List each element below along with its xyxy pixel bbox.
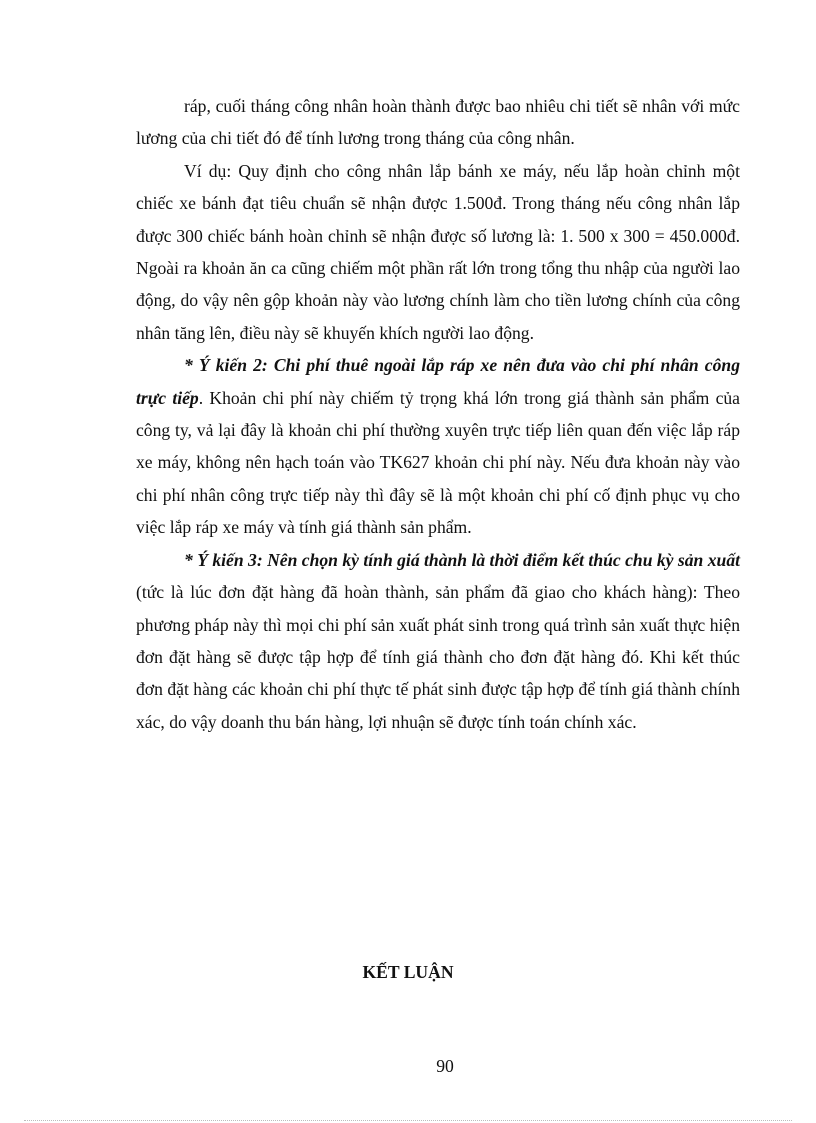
- paragraph-2-text: Ví dụ: Quy định cho công nhân lắp bánh xe máy, nếu lắp hoàn chỉnh một chiếc xe bánh đạt tiêu chuẩn sẽ nhận được 1.500đ. Trong tháng nếu công nhân lắp được 300 chiếc bánh hoàn chỉnh sẽ nhận được số lương là: 1. 500 x 300 = 450.000đ. Ngoài ra khoản ăn ca cũng chiếm một phần rất lớn trong tổng thu nhập của người lao động, do vậy nên gộp khoản này vào lương chính làm cho tiền lương chính của công nhân tăng lên, điều này sẽ khuyến khích người lao động.: [136, 160, 740, 343]
- paragraph-3: [136, 349, 740, 543]
- paragraph-1: [136, 90, 740, 155]
- paragraph-4-text: (tức là lúc đơn đặt hàng đã hoàn thành, sản phẩm đã giao cho khách hàng): Theo phương pháp này thì mọi chi phí sản xuất phát sinh trong quá trình sản xuất thực hiện đơn đặt hàng sẽ được tập hợp để tính giá thành cho đơn đặt hàng đó. Khi kết thúc đơn đặt hàng các khoản chi phí thực tế phát sinh được tập hợp để tính giá thành chính xác, do vậy doanh thu bán hàng, lợi nhuận sẽ được tính toán chính xác.: [136, 582, 740, 732]
- section-heading: KẾT LUẬN: [362, 962, 454, 982]
- body-text: [136, 90, 740, 738]
- page-number: 90: [436, 1056, 454, 1076]
- footer-divider: [24, 1120, 792, 1121]
- paragraph-4: [136, 544, 740, 738]
- paragraph-2: [136, 155, 740, 349]
- paragraph-1-text: ráp, cuối tháng công nhân hoàn thành được bao nhiêu chi tiết sẽ nhân với mức lương của chi tiết đó để tính lương trong tháng của công nhân.: [136, 96, 740, 149]
- opinion-2-heading: * Ý kiến 2: Chi phí thuê ngoài lắp ráp xe nên đưa vào chi phí nhân công trực tiếp: [136, 355, 740, 408]
- paragraph-3-text: . Khoản chi phí này chiếm tỷ trọng khá lớn trong giá thành sản phẩm của công ty, vả lại đây là khoản chi phí thường xuyên trực tiếp liên quan đến việc lắp ráp xe máy, không nên hạch toán vào TK627 khoản chi phí này. Nếu đưa khoản này vào chi phí nhân công trực tiếp này thì đây sẽ là một khoản chi phí cố định phục vụ cho việc lắp ráp xe máy và tính giá thành sản phẩm.: [136, 387, 740, 538]
- opinion-3-heading: * Ý kiến 3: Nên chọn kỳ tính giá thành là thời điểm kết thúc chu kỳ sản xuất: [184, 549, 740, 570]
